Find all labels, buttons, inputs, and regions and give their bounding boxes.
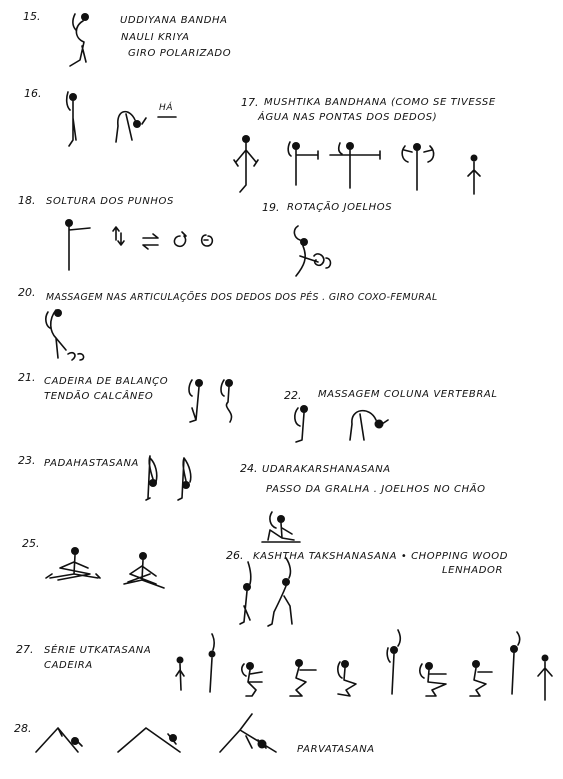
item-18-line-1: SOLTURA DOS PUNHOS [46, 196, 174, 207]
figure-16-a [67, 92, 77, 146]
figure-27-seq-4 [290, 659, 316, 696]
figure-26-b [268, 558, 292, 626]
figure-23-b [178, 458, 191, 500]
figure-28-a [36, 728, 82, 752]
item-26-line-1: KASHTHA TAKSHANASANA • CHOPPING WOOD [253, 551, 509, 562]
item-27-number: 27. [16, 643, 34, 656]
item-28-number: 28. [14, 722, 32, 735]
item-17-line-1: MUSHTIKA BANDHANA (COMO SE TIVESSE [264, 97, 496, 108]
item-22-number: 22. [284, 389, 302, 402]
figure-25-a [46, 547, 100, 580]
item-15-line-2: NAULI KRIYA [121, 32, 190, 43]
item-24-number: 24. [240, 462, 258, 475]
figure-27-seq-7 [420, 662, 446, 696]
figure-17-b [288, 142, 318, 185]
item-20-number: 20. [18, 286, 36, 299]
item-15-number: 15. [23, 10, 41, 23]
item-19-number: 19. [262, 201, 280, 214]
figure-28-b [118, 728, 180, 752]
item-17-number: 17. [241, 96, 259, 109]
figure-17-c [330, 142, 380, 188]
figure-22-b [350, 411, 388, 440]
item-15-line-3: GIRO POLARIZADO [128, 48, 232, 59]
item-21-line-1: CADEIRA DE BALANÇO [44, 376, 169, 387]
figure-19 [294, 226, 330, 276]
figure-17-e [468, 155, 480, 195]
item-18-number: 18. [18, 194, 36, 207]
figure-20 [46, 309, 84, 360]
figure-27-seq-9 [510, 632, 520, 694]
figure-17-a [234, 135, 258, 192]
figure-18-rotation-b [202, 235, 213, 246]
figure-27-seq-5 [338, 660, 356, 696]
item-24-line-2: PASSO DA GRALHA . JOELHOS NO CHÃO [266, 484, 486, 495]
item-26-number: 26. [226, 549, 244, 562]
figure-22-a [295, 405, 308, 442]
figure-17-d [402, 143, 433, 190]
figure-18-a [65, 219, 90, 270]
item-21-number: 21. [18, 371, 36, 384]
figure-27-seq-8 [470, 660, 492, 696]
item-16-number: 16. [24, 87, 42, 100]
figure-26-a [240, 562, 251, 624]
item-21-line-2: TENDÃO CALCÂNEO [44, 391, 154, 402]
item-19-line-1: ROTAÇÃO JOELHOS [287, 202, 393, 213]
item-22-line-1: MASSAGEM COLUNA VERTEBRAL [318, 389, 498, 400]
item-15-line-1: UDDIYANA BANDHA [120, 15, 228, 26]
item-27-line-2: CADEIRA [44, 660, 93, 671]
figure-24 [262, 512, 300, 542]
figure-21-b [221, 379, 233, 422]
figure-25-b [124, 552, 164, 588]
item-24-line-1: UDARAKARSHANASANA [262, 464, 391, 475]
figure-18-arrows-vertical [113, 227, 124, 245]
figure-27-seq-3 [242, 662, 262, 696]
figure-16-b [116, 112, 146, 142]
item-16-note: HÁ [159, 103, 174, 113]
figure-27-seq-10 [538, 655, 552, 701]
figure-27-seq-6 [387, 630, 400, 694]
item-27-line-1: SÉRIE UTKATASANA [44, 645, 152, 656]
item-23-number: 23. [18, 454, 36, 467]
figure-18-rotation-a [174, 232, 186, 246]
item-23-line-1: PADAHASTASANA [44, 458, 139, 469]
item-28-line-1: PARVATASANA [297, 744, 375, 755]
figure-15-nauli [70, 13, 89, 66]
item-17-line-2: ÁGUA NAS PONTAS DOS DEDOS) [258, 112, 438, 123]
figure-23-a [146, 456, 157, 500]
figure-18-arrows-horizontal [143, 234, 158, 249]
item-26-line-2: LENHADOR [442, 565, 504, 576]
figure-27-seq-1 [176, 657, 184, 691]
item-20-line-1: MASSAGEM NAS ARTICULAÇÕES DOS DEDOS DOS PÉS . GIRO COXO-FEMURAL [46, 292, 438, 303]
figure-21-a [189, 379, 203, 422]
item-25-number: 25. [22, 537, 40, 550]
figure-27-seq-2 [209, 634, 216, 692]
figure-28-c [220, 714, 276, 752]
